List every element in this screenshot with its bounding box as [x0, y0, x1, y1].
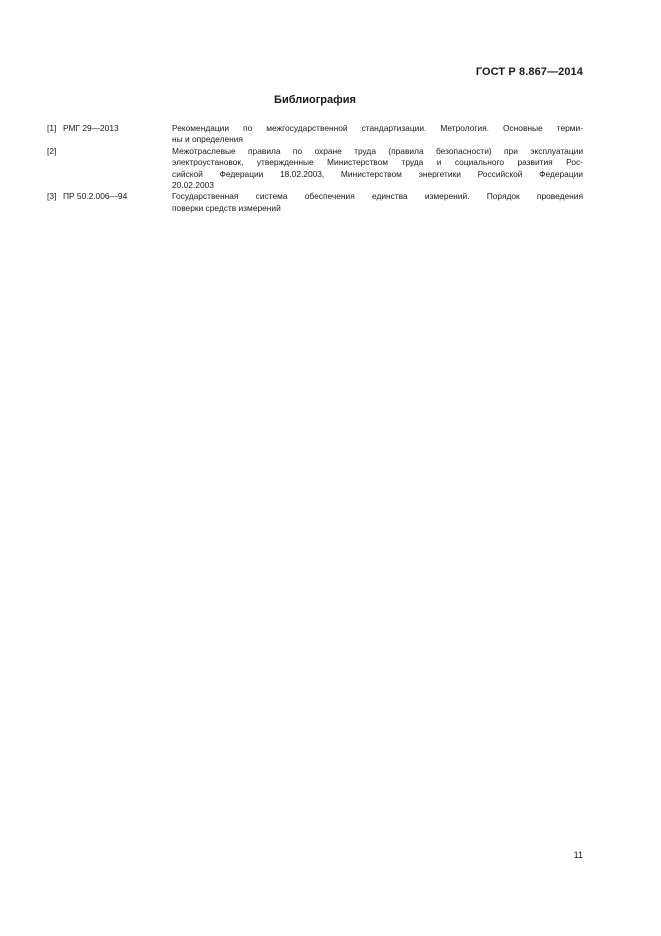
entry-text-line: поверки средств измерений — [172, 202, 281, 213]
entry-text-line: ны и определения — [172, 134, 243, 145]
bibliography-list — [47, 123, 583, 214]
entry-number: [1] — [47, 123, 57, 133]
entry-text-line: электроустановок, утвержденные Министерством труда и социального развития Рос- — [172, 157, 583, 168]
entry-code: ПР 50.2.006—94 — [63, 191, 128, 202]
entry-text-line: Межотраслевые правила по охране труда (правила безопасности) при эксплуатации — [172, 145, 583, 156]
document-code: ГОСТ Р 8.867—2014 — [475, 66, 583, 78]
entry-reference — [47, 191, 172, 202]
entry-description — [172, 146, 583, 192]
entry-description — [172, 191, 583, 214]
entry-code: РМГ 29—2013 — [63, 123, 119, 133]
bibliography-entry — [47, 123, 583, 146]
section-title: Библиография — [274, 94, 356, 106]
entry-text-line: 20.02.2003 — [172, 180, 214, 191]
entry-description — [172, 123, 583, 146]
entry-text-line: сийской Федерации 18.02.2003, Министерством энергетики Российской Федерации — [172, 168, 583, 179]
page-number: 11 — [573, 850, 583, 860]
entry-reference — [47, 123, 172, 134]
bibliography-entry — [47, 146, 583, 192]
bibliography-entry — [47, 191, 583, 214]
entry-text-line: Рекомендации по межгосударственной стандартизации. Метрология. Основные терми- — [172, 123, 583, 133]
entry-reference — [47, 146, 172, 157]
entry-number: [2] — [47, 145, 57, 156]
entry-text-line: Государственная система обеспечения единства измерений. Порядок проведения — [172, 191, 583, 202]
entry-number: [3] — [47, 191, 57, 202]
